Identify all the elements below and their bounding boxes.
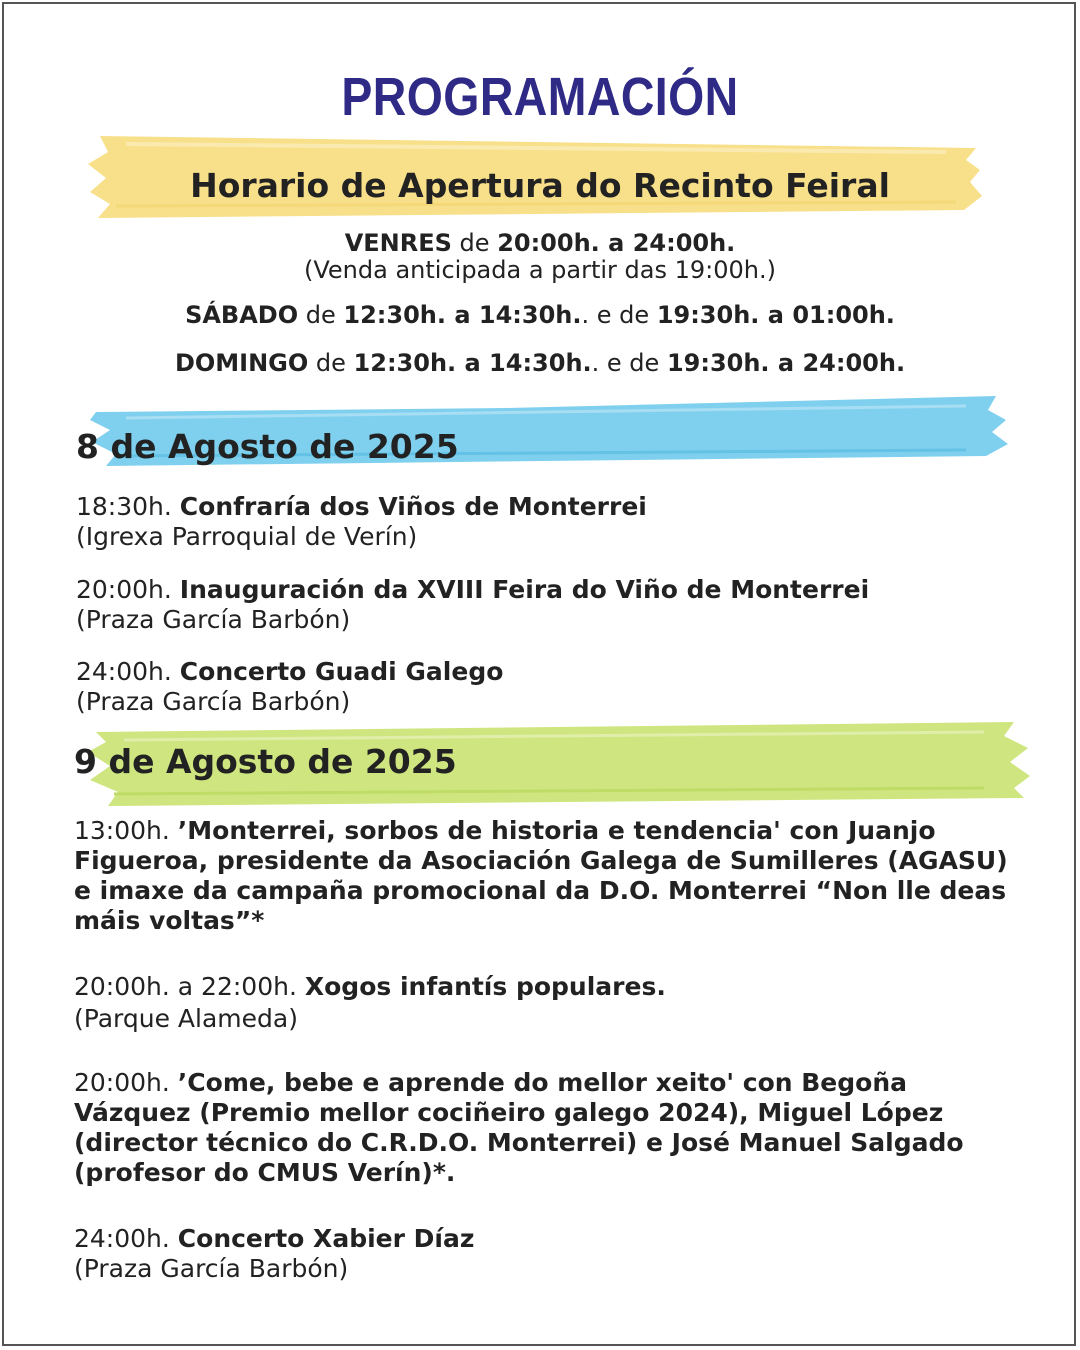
saturday-time1: 12:30h. a 14:30h. bbox=[343, 301, 582, 329]
date-heading-aug8: 8 de Agosto de 2025 bbox=[76, 427, 459, 466]
friday-note: (Venda anticipada a partir das 19:00h.) bbox=[304, 256, 776, 284]
friday-hours bbox=[0, 229, 1080, 283]
event-time: 24:00h. bbox=[76, 657, 172, 686]
sunday-time1: 12:30h. a 14:30h. bbox=[353, 349, 592, 377]
friday-de: de bbox=[459, 229, 490, 257]
saturday-time2: 19:30h. a 01:00h. bbox=[656, 301, 895, 329]
event-aug9-3 bbox=[74, 1068, 1014, 1188]
event-aug8-3 bbox=[76, 657, 1016, 717]
saturday-de: de bbox=[305, 301, 336, 329]
event-time: 20:00h. bbox=[76, 575, 172, 604]
event-aug9-1 bbox=[74, 816, 1014, 936]
event-time: 18:30h. bbox=[76, 492, 172, 521]
sunday-day: DOMINGO bbox=[174, 349, 309, 377]
event-aug9-2 bbox=[74, 972, 1014, 1034]
sunday-hours bbox=[0, 349, 1080, 377]
event-name: Confraría dos Viños de Monterrei bbox=[179, 492, 647, 521]
event-place: (Praza García Barbón) bbox=[74, 1254, 349, 1283]
event-name: ’Monterrei, sorbos de historia e tendencia' con Juanjo Figueroa, presidente da Asociación Galega de Sumilleres (AGASU) e imaxe da campaña promocional da D.O. Monterrei “Non lle deas máis voltas”* bbox=[74, 816, 1008, 935]
event-place: (Praza García Barbón) bbox=[76, 605, 351, 634]
saturday-hours bbox=[0, 301, 1080, 329]
event-aug8-1 bbox=[76, 492, 1016, 552]
event-time: 20:00h. bbox=[74, 1068, 170, 1097]
event-aug8-2 bbox=[76, 575, 1016, 635]
event-name: Concerto Xabier Díaz bbox=[177, 1224, 475, 1253]
event-name: Inauguración da XVIII Feira do Viño de Monterrei bbox=[179, 575, 870, 604]
event-name: ’Come, bebe e aprende do mellor xeito' con Begoña Vázquez (Premio mellor cociñeiro galego 2024), Miguel López (director técnico do C.R.D.O. Monterrei) e José Manuel Salgado (profesor do CMUS Verín)*. bbox=[74, 1068, 964, 1187]
date-heading-aug9: 9 de Agosto de 2025 bbox=[74, 742, 457, 781]
friday-day: VENRES bbox=[344, 229, 452, 257]
event-time: 13:00h. bbox=[74, 816, 170, 845]
event-place: (Praza García Barbón) bbox=[76, 687, 351, 716]
saturday-day: SÁBADO bbox=[185, 301, 299, 329]
event-place: (Igrexa Parroquial de Verín) bbox=[76, 522, 418, 551]
event-time: 20:00h. a 22:00h. bbox=[74, 972, 297, 1001]
friday-time: 20:00h. a 24:00h. bbox=[497, 229, 736, 257]
event-place: (Parque Alameda) bbox=[74, 1004, 298, 1033]
saturday-e-de: . e de bbox=[581, 301, 650, 329]
event-name: Concerto Guadi Galego bbox=[179, 657, 504, 686]
event-aug9-4 bbox=[74, 1224, 1014, 1284]
event-name: Xogos infantís populares. bbox=[304, 972, 666, 1001]
opening-hours-heading: Horario de Apertura do Recinto Feiral bbox=[190, 166, 890, 205]
page-title: PROGRAMACIÓN bbox=[341, 67, 739, 127]
sunday-time2: 19:30h. a 24:00h. bbox=[666, 349, 906, 377]
event-time: 24:00h. bbox=[74, 1224, 170, 1253]
sunday-e-de: . e de bbox=[591, 349, 660, 377]
sunday-de: de bbox=[315, 349, 346, 377]
